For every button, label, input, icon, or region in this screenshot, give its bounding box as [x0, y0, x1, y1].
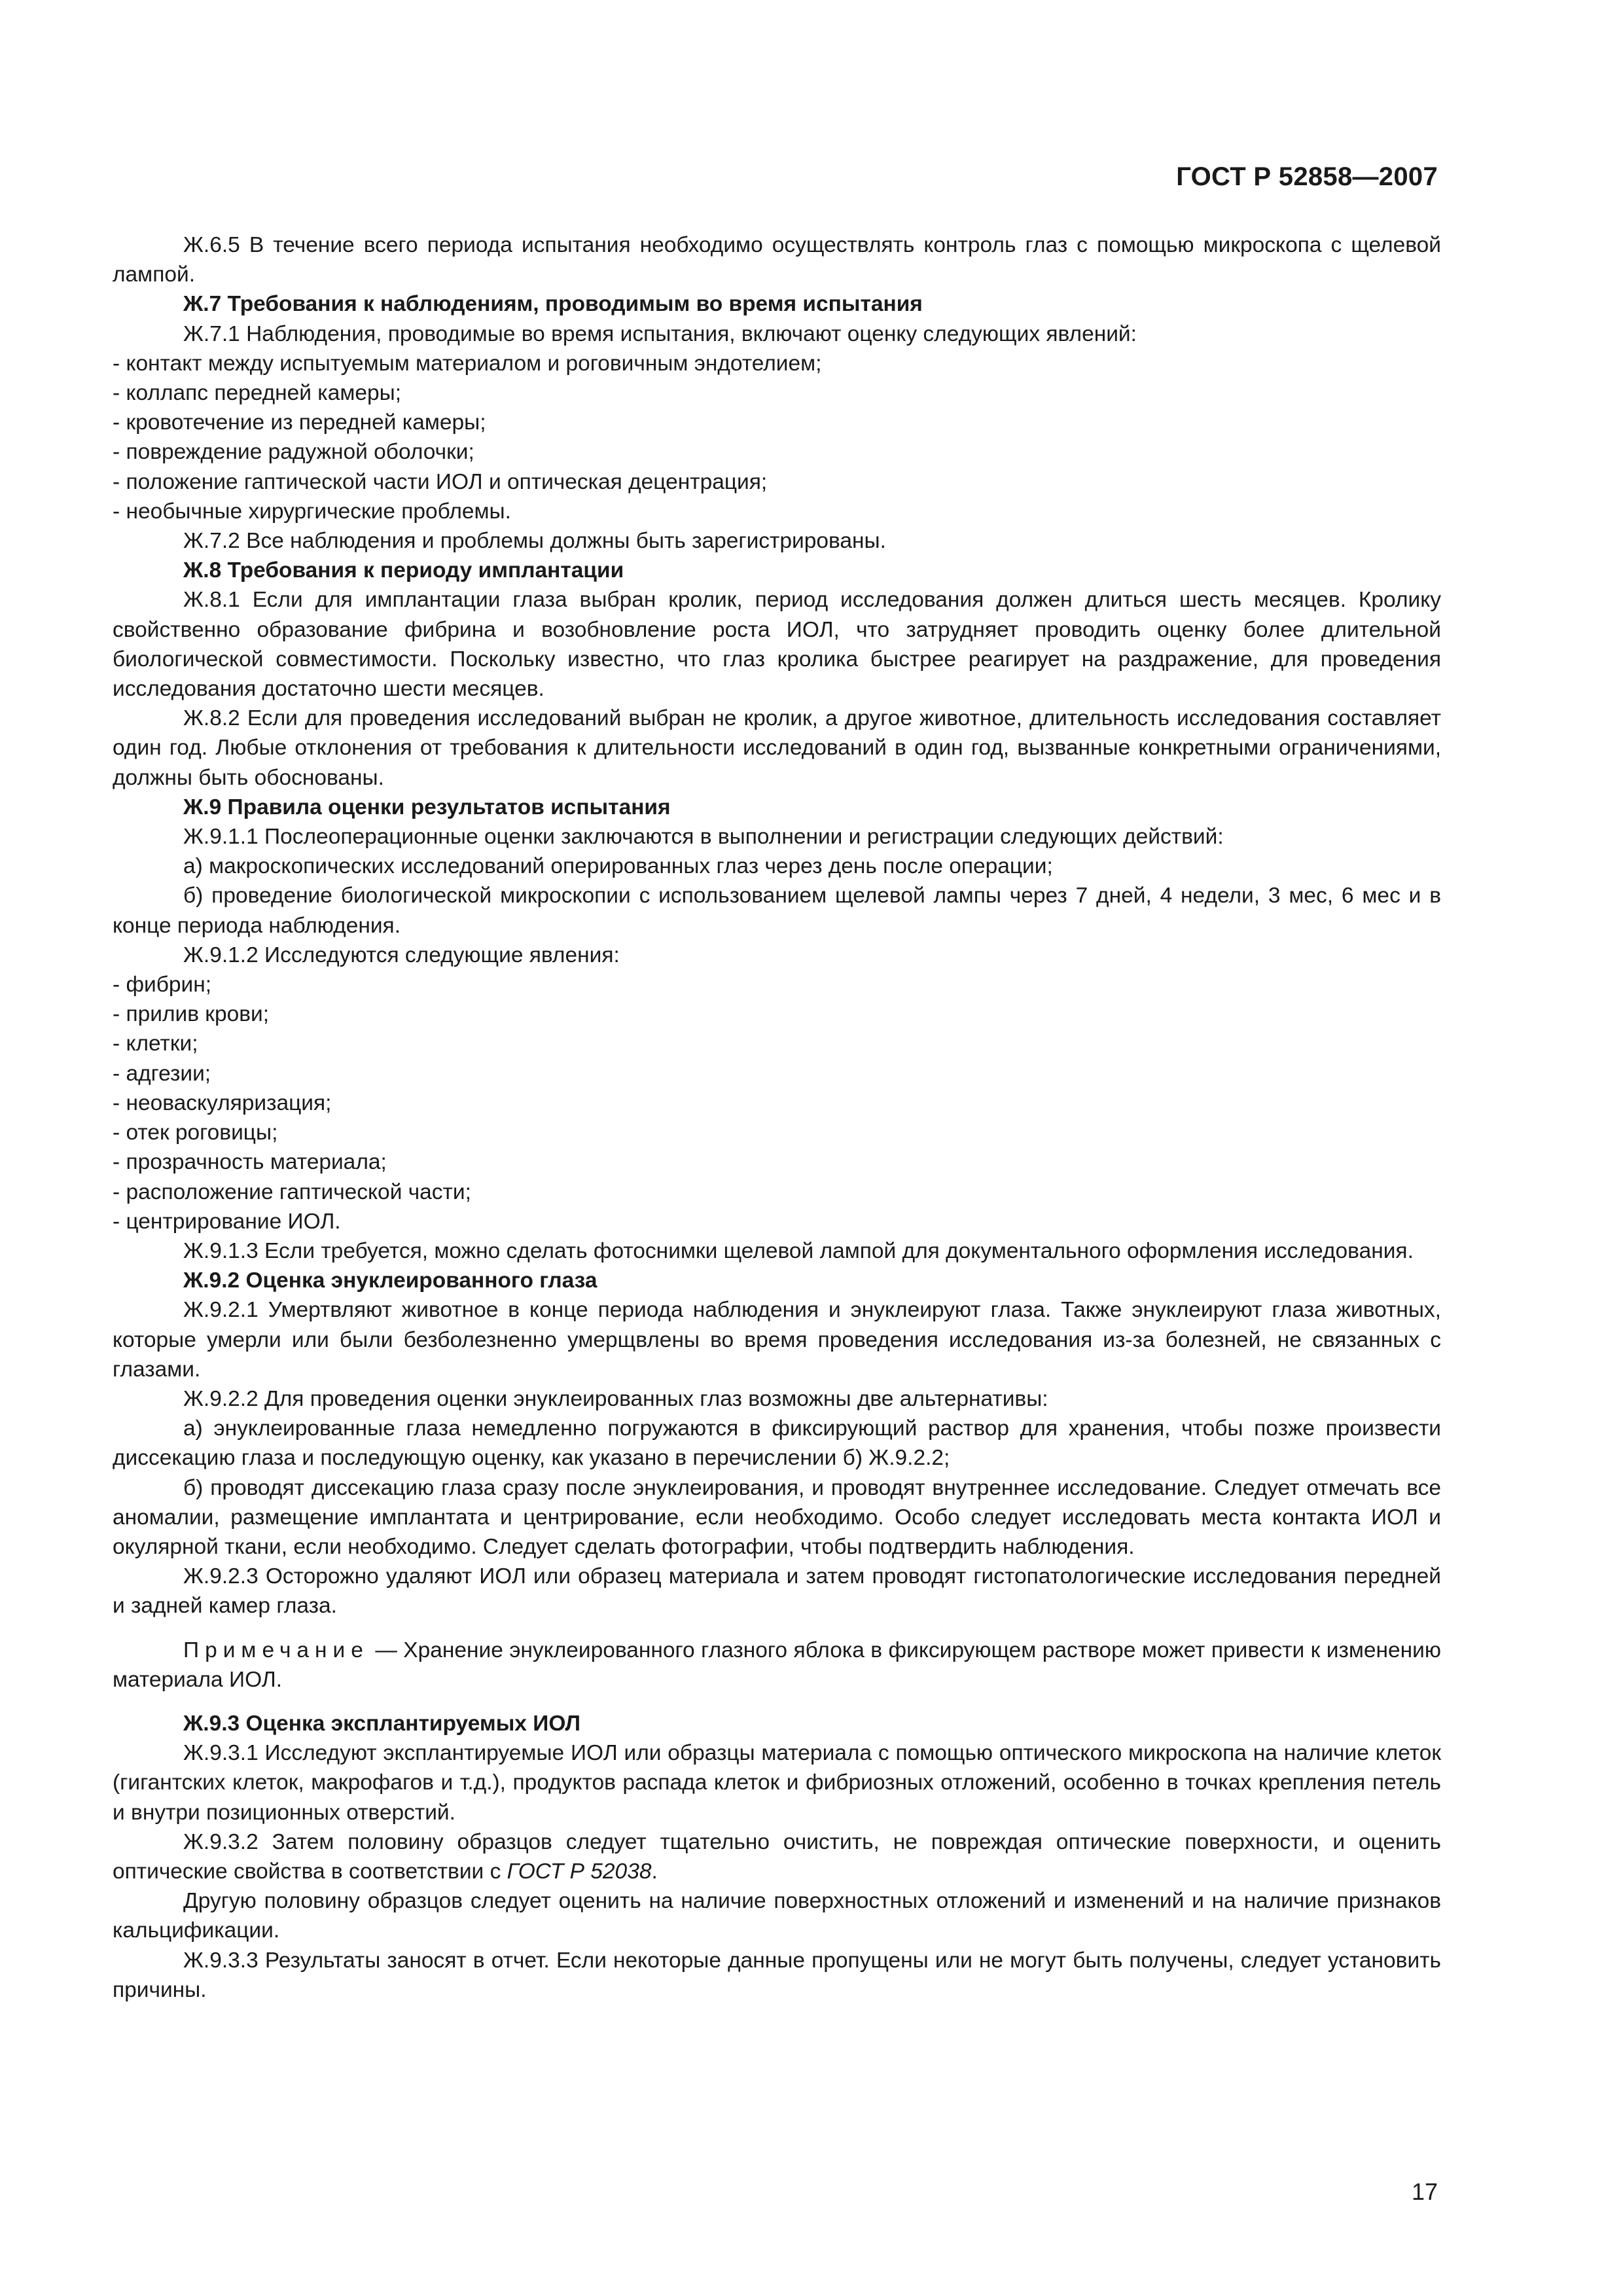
list-item: - прилив крови; — [113, 1002, 270, 1027]
document-body — [113, 230, 1441, 2005]
paragraph-zh9-2-2-b: б) проводят диссекацию глаза сразу после энуклеирования, и проводят внутреннее исследование. Следует отмечать все аномалии, размещение имплантата и центрирование, если необходимо. Особо следует исследовать места контакта ИОЛ и окулярной ткани, если необходимо. Следует сделать фотографии, чтобы подтвердить наблюдения. — [113, 1475, 1441, 1559]
section-heading-zh9-2: Ж.9.2 Оценка энуклеированного глаза — [183, 1268, 597, 1293]
page-number: 17 — [1411, 2178, 1438, 2205]
paragraph-zh9-3-1: Ж.9.3.1 Исследуют эксплантируемые ИОЛ или образцы материала с помощью оптического микроскопа на наличие клеток (гигантских клеток, макрофагов и т.д.), продуктов распада клеток и фибриозных отложений, особенно в точках крепления петель и внутри позиционных отверстий. — [113, 1741, 1441, 1825]
list-item: - клетки; — [113, 1031, 198, 1056]
paragraph-zh9-1-1: Ж.9.1.1 Послеоперационные оценки заключаются в выполнении и регистрации следующих действий: — [183, 825, 1224, 850]
note-label: Примечание — [183, 1638, 369, 1662]
paragraph-zh9-1-1-a: а) макроскопических исследований оперированных глаз через день после операции; — [183, 854, 1053, 879]
list-item: - положение гаптической части ИОЛ и оптическая децентрация; — [113, 469, 768, 494]
paragraph-zh9-1-2: Ж.9.1.2 Исследуются следующие явления: — [183, 942, 620, 967]
list-item: - повреждение радужной оболочки; — [113, 440, 474, 465]
paragraph-zh7-1: Ж.7.1 Наблюдения, проводимые во время испытания, включают оценку следующих явлений: — [183, 321, 1137, 346]
paragraph-zh9-3-2-text: Ж.9.3.2 Затем половину образцов следует тщательно очистить, не повреждая оптические поверхности, и оценить оптические свойства в соответствии с — [113, 1829, 1441, 1884]
section-heading-zh9-3: Ж.9.3 Оценка эксплантируемых ИОЛ — [183, 1711, 581, 1736]
paragraph-zh7-2: Ж.7.2 Все наблюдения и проблемы должны быть зарегистрированы. — [183, 529, 886, 554]
section-heading-zh9: Ж.9 Правила оценки результатов испытания — [183, 795, 671, 819]
paragraph-zh9-3-2-end: . — [651, 1859, 658, 1884]
list-item: - центрирование ИОЛ. — [113, 1209, 341, 1234]
list-item: - отек роговицы; — [113, 1121, 278, 1145]
paragraph-zh8-1: Ж.8.1 Если для имплантации глаза выбран кролик, период исследования должен длиться шесть месяцев. Кролику свойственно образование фибрина и возобновление роста ИОЛ, что затрудняет проводить оценку более длительной биологической совместимости. Поскольку известно, что глаз кролика быстрее реагирует на раздражение, для проведения исследования достаточно шести месяцев. — [113, 588, 1441, 702]
note — [113, 1636, 1441, 1695]
paragraph-zh9-1-1-b: б) проведение биологической микроскопии с использованием щелевой лампы через 7 дней, 4 недели, 3 мес, 6 мес и в конце периода наблюдения. — [113, 884, 1441, 938]
paragraph-zh9-1-3: Ж.9.1.3 Если требуется, можно сделать фотоснимки щелевой лампой для документального оформления исследования. — [183, 1238, 1414, 1263]
standard-reference: ГОСТ Р 52038 — [507, 1859, 652, 1884]
list-item: - необычные хирургические проблемы. — [113, 499, 511, 524]
list-item: - фибрин; — [113, 973, 212, 997]
paragraph-zh9-2-3: Ж.9.2.3 Осторожно удаляют ИОЛ или образец материала и затем проводят гистопатологические исследования передней и задней камер глаза. — [113, 1564, 1441, 1619]
paragraph-zh8-2: Ж.8.2 Если для проведения исследований выбран не кролик, а другое животное, длительность исследования составляет один год. Любые отклонения от требования к длительности исследований в один год, вызванные конкретными ограничениями, должны быть обоснованы. — [113, 706, 1441, 790]
document-header: ГОСТ Р 52858—2007 — [1176, 162, 1438, 191]
note-text: — Хранение энуклеированного глазного яблока в фиксирующем растворе может привести к изменению материала ИОЛ. — [113, 1638, 1441, 1692]
list-item: - контакт между испытуемым материалом и роговичным эндотелием; — [113, 351, 822, 376]
section-heading-zh8: Ж.8 Требования к периоду имплантации — [183, 558, 624, 583]
list-item: - адгезии; — [113, 1061, 211, 1086]
paragraph-zh9-3-2 — [113, 1827, 1441, 1886]
paragraph-zh9-3-2-continuation: Другую половину образцов следует оценить на наличие поверхностных отложений и изменений и на наличие признаков кальцификации. — [113, 1889, 1441, 1943]
list-item: - коллапс передней камеры; — [113, 381, 402, 406]
paragraph-zh9-2-2: Ж.9.2.2 Для проведения оценки энуклеированных глаз возможны две альтернативы: — [183, 1386, 1048, 1411]
paragraph-zh6-5: Ж.6.5 В течение всего периода испытания необходимо осуществлять контроль глаз с помощью микроскопа с щелевой лампой. — [113, 233, 1441, 287]
paragraph-zh9-2-1: Ж.9.2.1 Умертвляют животное в конце периода наблюдения и энуклеируют глаза. Также энуклеируют глаза животных, которые умерли или были безболезненно умерщвлены во время проведения исследования из-за болезней, не связанных с глазами. — [113, 1298, 1441, 1382]
paragraph-zh9-2-2-a: а) энуклеированные глаза немедленно погружаются в фиксирующий раствор для хранения, чтобы позже произвести диссекацию глаза и последующую оценку, как указано в перечислении б) Ж.9.2.2; — [113, 1416, 1441, 1471]
list-item: - кровотечение из передней камеры; — [113, 410, 486, 435]
section-heading-zh7: Ж.7 Требования к наблюдениям, проводимым во время испытания — [183, 292, 923, 317]
paragraph-zh9-3-3: Ж.9.3.3 Результаты заносят в отчет. Если некоторые данные пропущены или не могут быть получены, следует установить причины. — [113, 1948, 1441, 2002]
list-item: - расположение гаптической части; — [113, 1179, 471, 1204]
list-item: - прозрачность материала; — [113, 1150, 387, 1175]
list-item: - неоваскуляризация; — [113, 1090, 332, 1115]
